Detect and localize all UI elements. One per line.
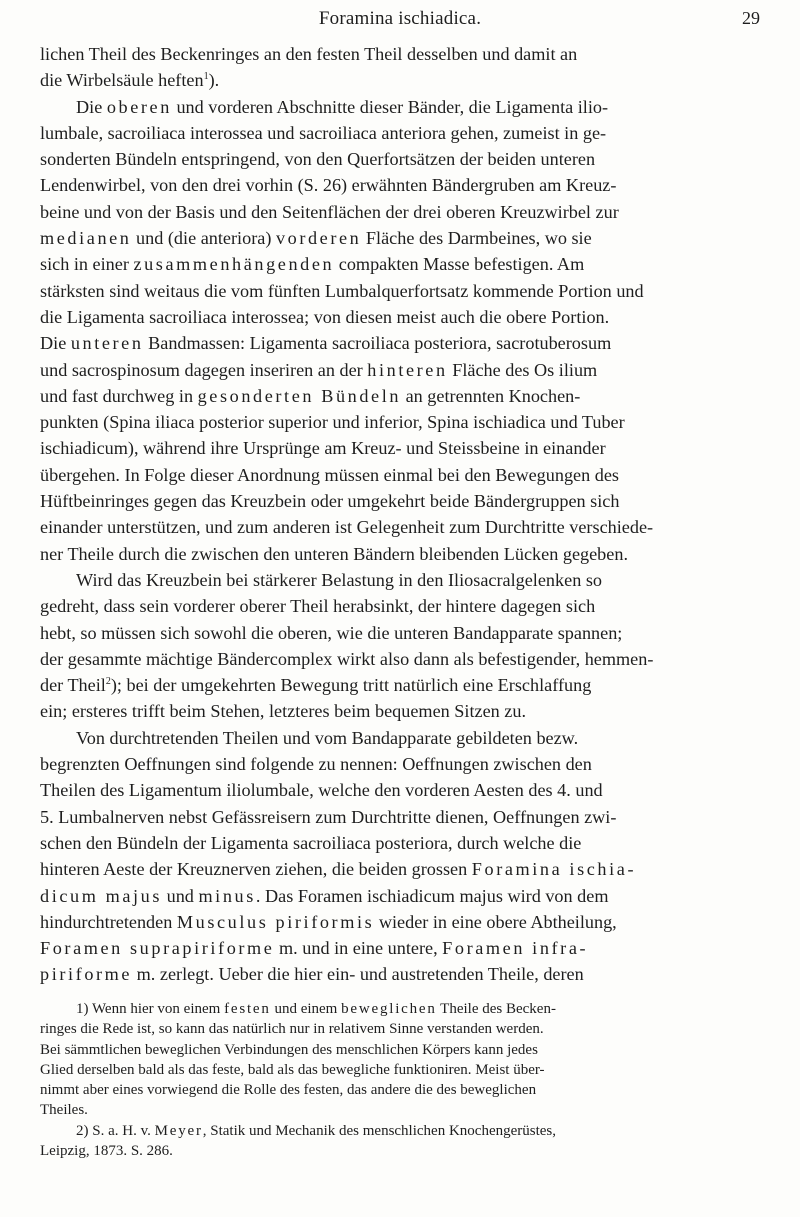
text-line: sonderten Bündeln entspringend, von den Querfortsätzen der beiden unteren <box>40 149 596 170</box>
spaced-emphasis: Foramen suprapiriforme <box>40 938 275 959</box>
text-line: gedreht, dass sein vorderer oberer Theil herabsinkt, der hintere dagegen sich <box>40 596 596 617</box>
text-line: sich in einer zusammenhängenden compakten Masse befestigen. Am <box>40 254 585 275</box>
spaced-emphasis: unteren <box>70 333 144 354</box>
text-line: beine und von der Basis und den Seitenflächen der drei oberen Kreuzwirbel zur <box>40 201 619 222</box>
text-line: Theilen des Ligamentum iliolumbale, welche den vorderen Aesten des 4. und <box>40 780 603 801</box>
spaced-emphasis: Foramina ischia- <box>471 859 637 880</box>
text-line: piriforme m. zerlegt. Ueber die hier ein- und austretenden Theile, deren <box>40 964 584 985</box>
text-line: Hüftbeinringes gegen das Kreuzbein oder umgekehrt beide Bändergruppen sich <box>40 491 620 512</box>
footnote-1: 1) Wenn hier von einem festen und einem beweglichen Theile des Becken- <box>76 1001 556 1017</box>
text-line: punkten (Spina iliaca posterior superior und inferior, Spina ischiadica und Tuber <box>40 412 625 433</box>
text-line: ner Theile durch die zwischen den unteren Bändern bleibenden Lücken gegeben. <box>40 543 628 564</box>
text-line: dicum majus und minus. Das Foramen ischiadicum majus wird von dem <box>40 885 609 906</box>
spaced-emphasis: zusammenhängenden <box>133 254 335 275</box>
text-line: Bei sämmtlichen beweglichen Verbindungen des menschlichen Körpers kann jedes <box>40 1041 538 1058</box>
footnote-1-marker: 1 <box>203 71 209 83</box>
page-number: 29 <box>742 8 760 28</box>
text-line: lichen Theil des Beckenringes an den festen Theil desselben und damit an <box>40 44 578 64</box>
spaced-emphasis: vorderen <box>275 228 362 249</box>
body-text <box>40 41 764 988</box>
text-line: Theiles. <box>40 1102 88 1119</box>
text-line: hindurchtretenden Musculus piriformis wieder in eine obere Abtheilung, <box>40 911 617 932</box>
text-line: Glied derselben bald als das feste, bald als das bewegliche funktioniren. Meist über- <box>40 1061 545 1078</box>
text-line: der gesammte mächtige Bändercomplex wirkt also dann als befestigender, hemmen- <box>40 648 654 669</box>
text-line: ringes die Rede ist, so kann das natürlich nur in relativem Sinne verstanden werden. <box>40 1021 544 1038</box>
spaced-emphasis: festen <box>224 1001 271 1017</box>
spaced-emphasis: Foramen infra- <box>442 938 589 959</box>
text-line: Wird das Kreuzbein bei stärkerer Belastung in den Iliosacralgelenken so <box>76 569 603 590</box>
spaced-emphasis: piriforme <box>40 964 133 985</box>
text-line: Von durchtretenden Theilen und vom Bandapparate gebildeten bezw. <box>76 727 579 748</box>
spaced-emphasis: hinteren <box>367 359 448 380</box>
spaced-emphasis: oberen <box>106 96 172 117</box>
footnote-2-marker: 2 <box>105 676 111 688</box>
text-line: medianen und (die anteriora) vorderen Fläche des Darmbeines, wo sie <box>40 228 592 249</box>
text-line: übergehen. In Folge dieser Anordnung müssen einmal bei den Bewegungen des <box>40 464 620 485</box>
text-line: der Theil$^2$); bei der umgekehrten Bewegung tritt natürlich eine Erschlaffung <box>40 675 592 696</box>
spaced-emphasis: Meyer <box>154 1122 203 1139</box>
text-line: Die oberen und vorderen Abschnitte dieser Bänder, die Ligamenta ilio- <box>76 96 609 117</box>
footnote-2: 2) S. a. H. v. Meyer, Statik und Mechanik des menschlichen Knochengerüstes, <box>76 1122 557 1139</box>
text-line: stärksten sind weitaus die vom fünften Lumbalquerfortsatz kommende Portion und <box>40 280 644 301</box>
text-line: und sacrospinosum dagegen inseriren an der hinteren Fläche des Os ilium <box>40 359 598 380</box>
spaced-emphasis: minus <box>198 885 256 906</box>
running-title: Foramina ischiadica. <box>318 8 482 29</box>
text-line: die Wirbelsäule heften$^1$). <box>40 70 220 91</box>
text-line: lumbale, sacroiliaca interossea und sacroiliaca anteriora gehen, zumeist in ge- <box>40 122 607 143</box>
text-line: 5. Lumbalnerven nebst Gefässreisern zum Durchtritte dienen, Oeffnungen zwi- <box>40 806 617 827</box>
text-line: Die unteren Bandmassen: Ligamenta sacroiliaca posteriora, sacrotuberosum <box>40 333 612 354</box>
spaced-emphasis: dicum majus <box>40 885 163 906</box>
text-line: hebt, so müssen sich sowohl die oberen, wie die unteren Bandapparate spannen; <box>40 622 623 643</box>
text-line: hinteren Aeste der Kreuznerven ziehen, die beiden grossen Foramina ischia- <box>40 859 637 880</box>
spaced-emphasis: beweglichen <box>341 1001 437 1017</box>
spaced-emphasis: medianen <box>40 228 132 249</box>
text-line: Lendenwirbel, von den drei vorhin (S. 26) erwähnten Bändergruben am Kreuz- <box>40 175 617 196</box>
text-line: begrenzten Oeffnungen sind folgende zu nennen: Oeffnungen zwischen den <box>40 754 592 775</box>
text-line: und fast durchweg in gesonderten Bündeln an getrennten Knochen- <box>40 385 581 406</box>
text-line: nimmt aber eines vorwiegend die Rolle des festen, das andere die des beweglichen <box>40 1082 537 1099</box>
spaced-emphasis: Musculus piriformis <box>176 911 375 932</box>
text-line: die Ligamenta sacroiliaca interossea; von diesen meist auch die obere Portion. <box>40 306 610 327</box>
text-line: ischiadicum), während ihre Ursprünge am Kreuz- und Steissbeine in einander <box>40 438 606 459</box>
text-line: einander unterstützen, und zum anderen ist Gelegenheit zum Durchtritte verschiede- <box>40 517 654 538</box>
text-line: schen den Bündeln der Ligamenta sacroiliaca posteriora, durch welche die <box>40 832 582 853</box>
footnotes <box>40 999 764 1161</box>
text-line: Leipzig, 1873. S. 286. <box>40 1143 173 1160</box>
spaced-emphasis: gesonderten Bündeln <box>197 385 402 406</box>
running-head <box>40 8 760 34</box>
text-line: Foramen suprapiriforme m. und in eine untere, Foramen infra- <box>40 938 589 959</box>
text-line: ein; ersteres trifft beim Stehen, letzteres beim bequemen Sitzen zu. <box>40 701 527 722</box>
